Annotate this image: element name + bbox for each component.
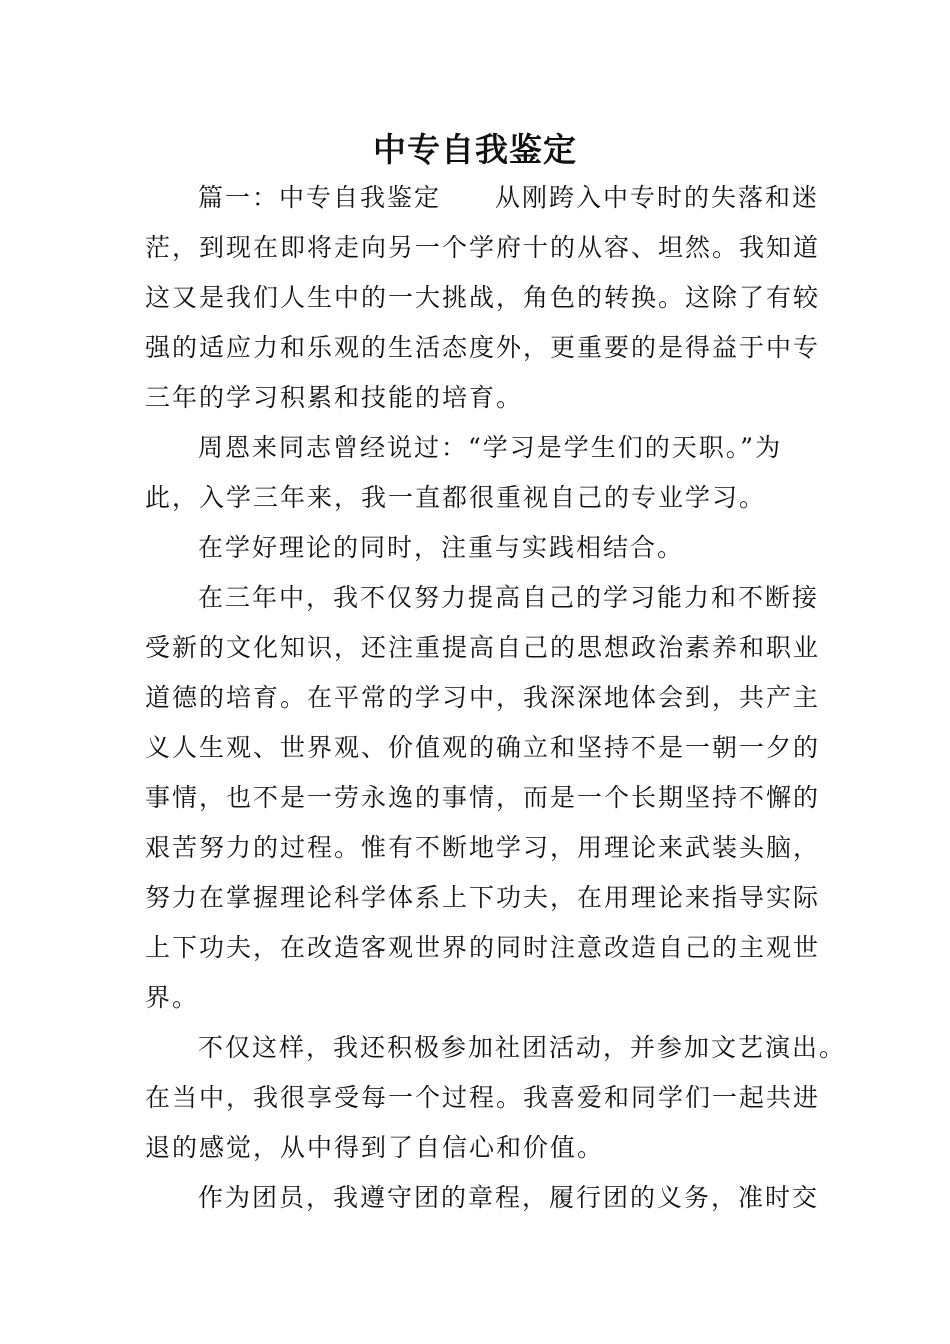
text-line: 界。 bbox=[145, 983, 200, 1012]
text-line: 周恩来同志曾经说过：“学习是学生们的天职。”为 bbox=[198, 433, 783, 462]
text-line: 在三年中，我不仅努力提高自己的学习能力和不断接 bbox=[198, 583, 820, 612]
text-line: 茫，到现在即将走向另一个学府十的从容、坦然。我知道 bbox=[145, 233, 821, 262]
text-line: 退的感觉，从中得到了自信心和价值。 bbox=[145, 1133, 605, 1162]
text-line: 作为团员，我遵守团的章程，履行团的义务，准时交 bbox=[198, 1183, 820, 1212]
text-line: 艰苦努力的过程。惟有不断地学习，用理论来武装头脑， bbox=[145, 833, 821, 862]
text-line: 此，入学三年来，我一直都很重视自己的专业学习。 bbox=[145, 483, 767, 512]
document-title: 中专自我鉴定 bbox=[373, 130, 577, 169]
text-line: 道德的培育。在平常的学习中，我深深地体会到，共产主 bbox=[145, 683, 821, 712]
text-line: 强的适应力和乐观的生活态度外，更重要的是得益于中专 bbox=[145, 333, 821, 362]
text-line: 不仅这样，我还积极参加社团活动，并参加文艺演出。 bbox=[198, 1033, 847, 1062]
text-line: 上下功夫，在改造客观世界的同时注意改造自己的主观世 bbox=[145, 933, 821, 962]
text-line: 事情，也不是一劳永逸的事情，而是一个长期坚持不懈的 bbox=[145, 783, 821, 812]
text-line: 这又是我们人生中的一大挑战，角色的转换。这除了有较 bbox=[145, 283, 821, 312]
text-line: 三年的学习积累和技能的培育。 bbox=[145, 383, 524, 412]
text-line: 努力在掌握理论科学体系上下功夫，在用理论来指导实际 bbox=[145, 883, 821, 912]
text-line: 在当中，我很享受每一个过程。我喜爱和同学们一起共进 bbox=[145, 1083, 821, 1112]
text-line: 受新的文化知识，还注重提高自己的思想政治素养和职业 bbox=[145, 633, 821, 662]
text-line: 义人生观、世界观、价值观的确立和坚持不是一朝一夕的 bbox=[145, 733, 821, 762]
text-line: 在学好理论的同时，注重与实践相结合。 bbox=[198, 533, 685, 562]
text-line: 篇一：中专自我鉴定 从刚跨入中专时的失落和迷 bbox=[198, 183, 820, 212]
